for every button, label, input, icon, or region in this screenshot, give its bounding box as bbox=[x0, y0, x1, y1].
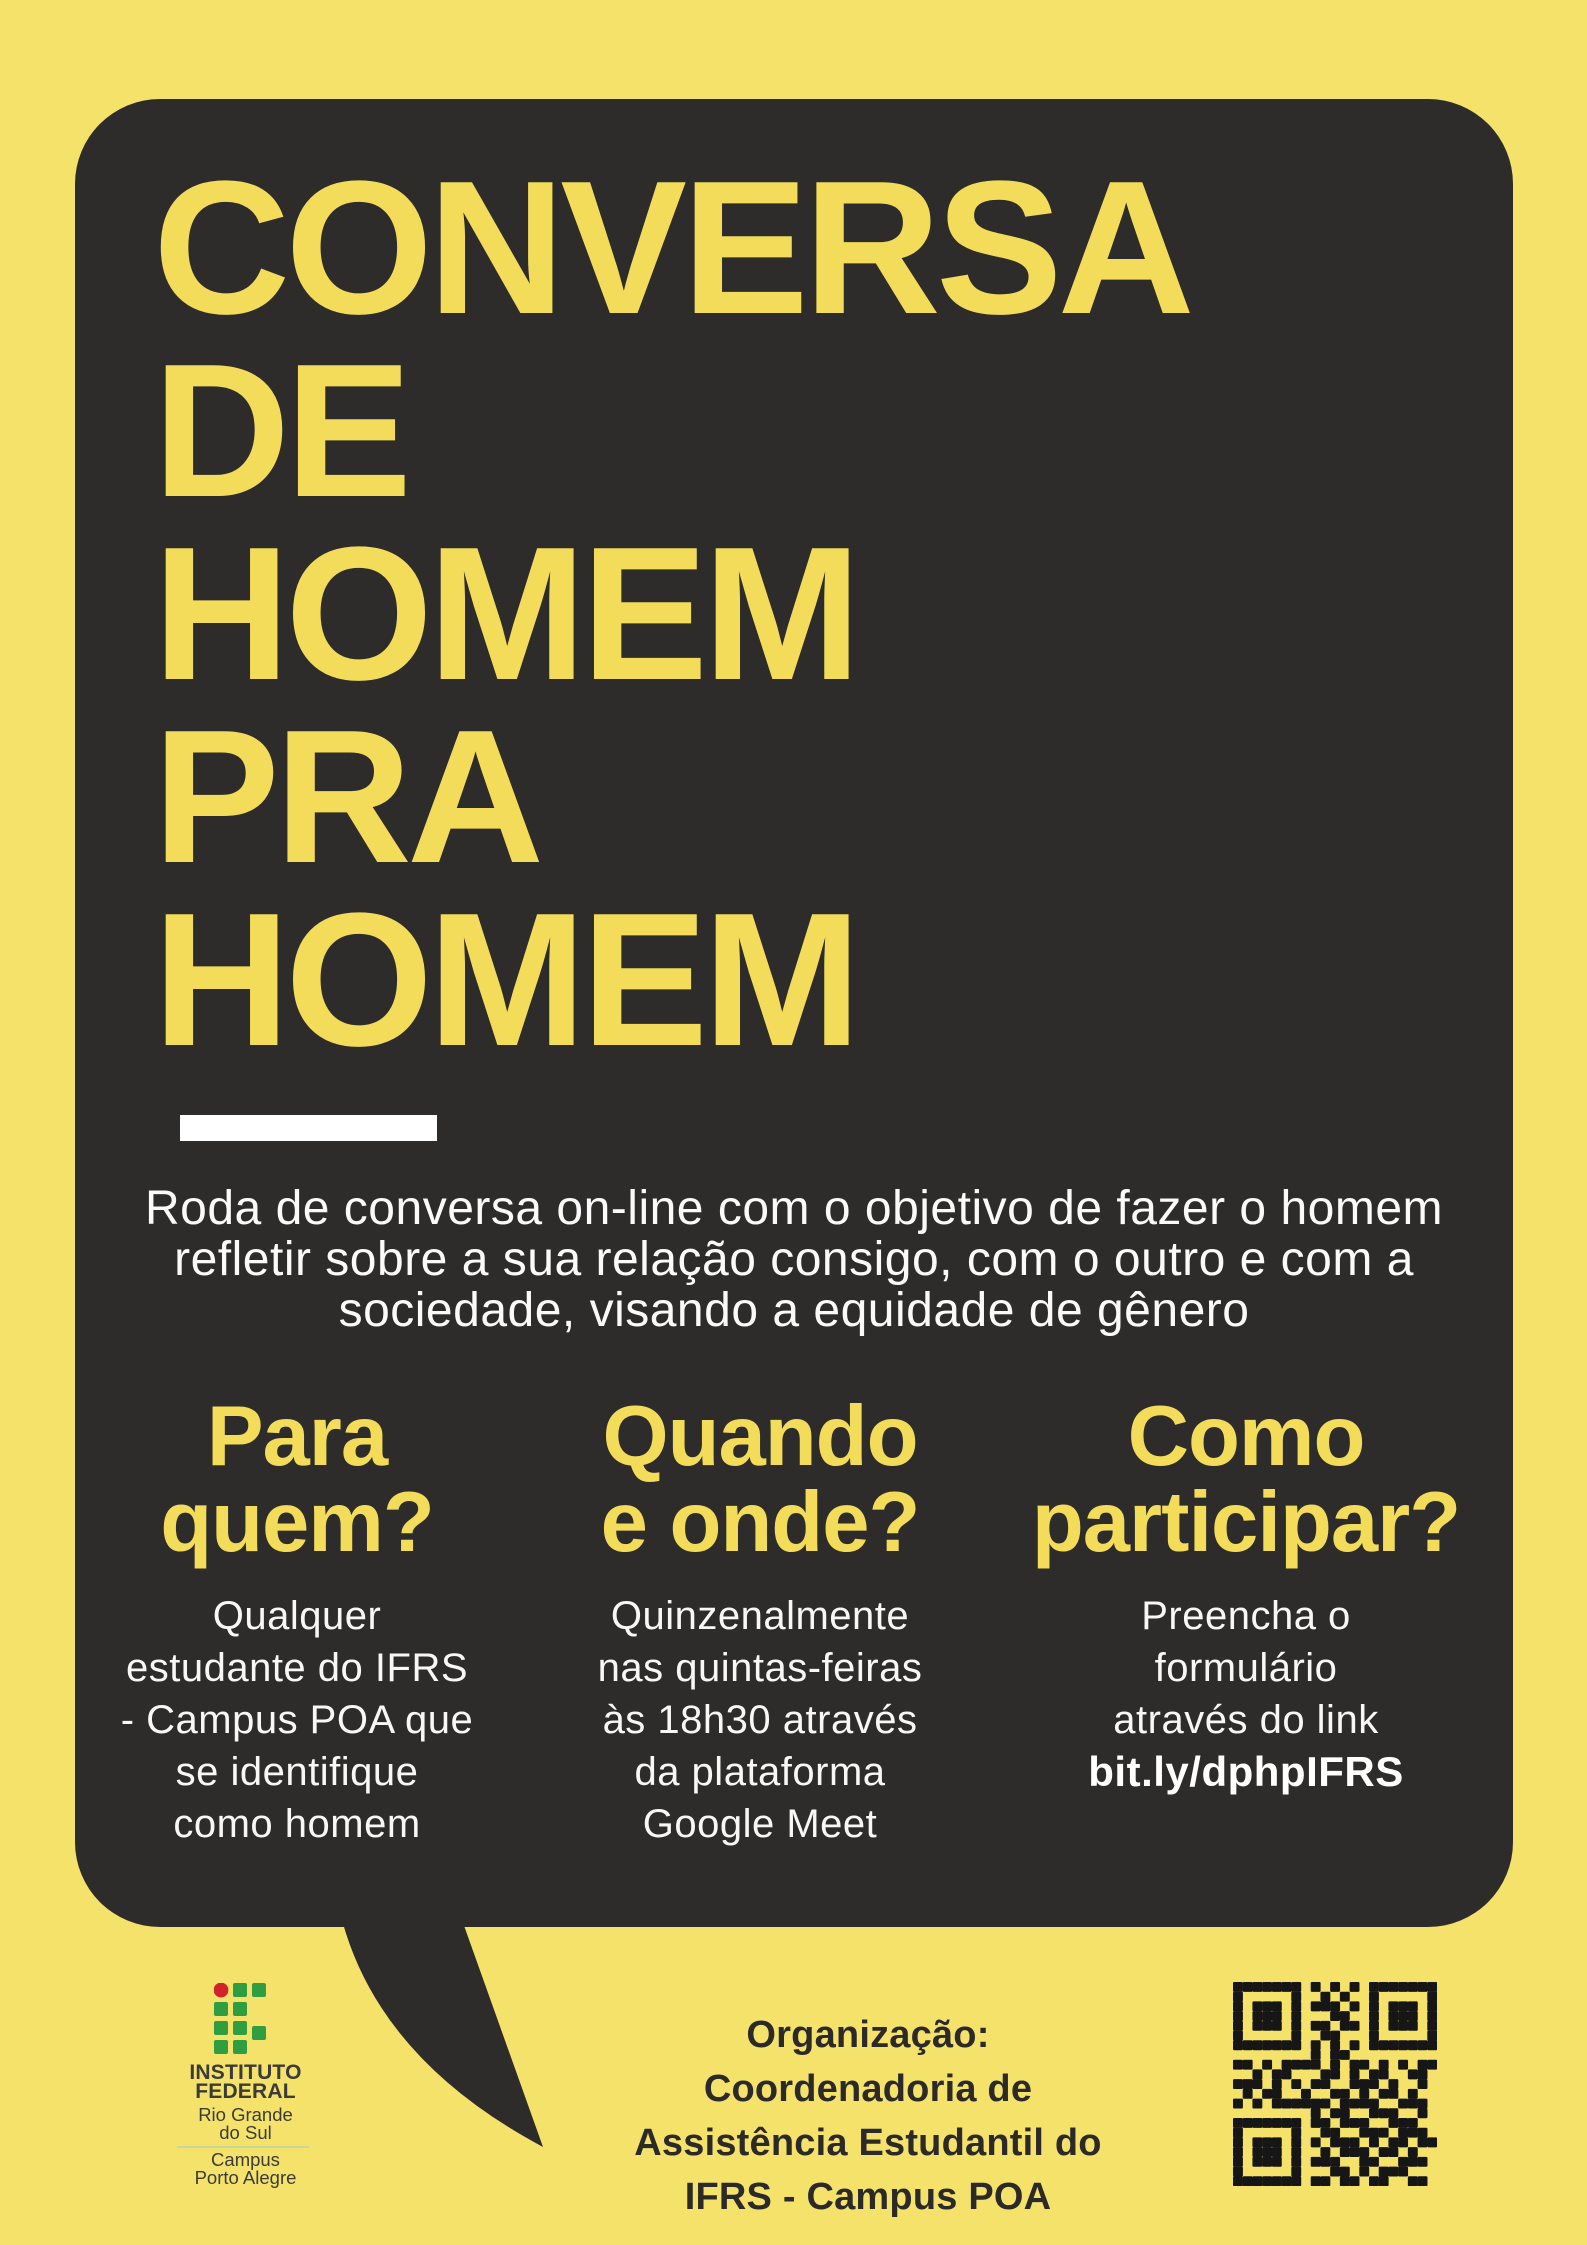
column-body-para-quem: Qualquer estudante do IFRS - Campus POA que se identifique como homem bbox=[120, 1594, 474, 1846]
signup-link[interactable]: bit.ly/dphpIFRS bbox=[1088, 1748, 1404, 1795]
organization-credits: Organização: Coordenadoria de Assistência Estudantil do IFRS - Campus POA bbox=[634, 2014, 1102, 2218]
column-body-text: Preencha o formulário através do link bbox=[1113, 1594, 1379, 1742]
institution-name: INSTITUTO FEDERAL bbox=[189, 2061, 302, 2103]
column-heading-como-participar: Como participar? bbox=[1031, 1389, 1461, 1570]
column-heading-para-quem: Para quem? bbox=[160, 1389, 434, 1570]
column-body-quando-e-onde: Quinzenalmente nas quintas-feiras às 18h30 através da plataforma Google Meet bbox=[597, 1594, 923, 1846]
institution-divider bbox=[177, 2146, 309, 2148]
event-description: Roda de conversa on-line com o objetivo de fazer o homem refletir sobre a sua relação consigo, com o outro e com a sociedade, visando a equidade de gênero bbox=[144, 1182, 1444, 1337]
title-underline-bar bbox=[180, 1115, 437, 1141]
column-heading-quando-e-onde: Quando e onde? bbox=[600, 1389, 920, 1570]
institution-region: Rio Grande do Sul bbox=[198, 2104, 293, 2143]
qr-code-icon bbox=[1233, 1982, 1437, 2186]
column-body-como-participar bbox=[1026, 1590, 1466, 1798]
poster-title: CONVERSA DE HOMEM PRA HOMEM bbox=[153, 142, 1190, 1086]
ifrs-logo-icon bbox=[214, 1983, 266, 2054]
institution-campus: Campus Porto Alegre bbox=[194, 2149, 297, 2188]
